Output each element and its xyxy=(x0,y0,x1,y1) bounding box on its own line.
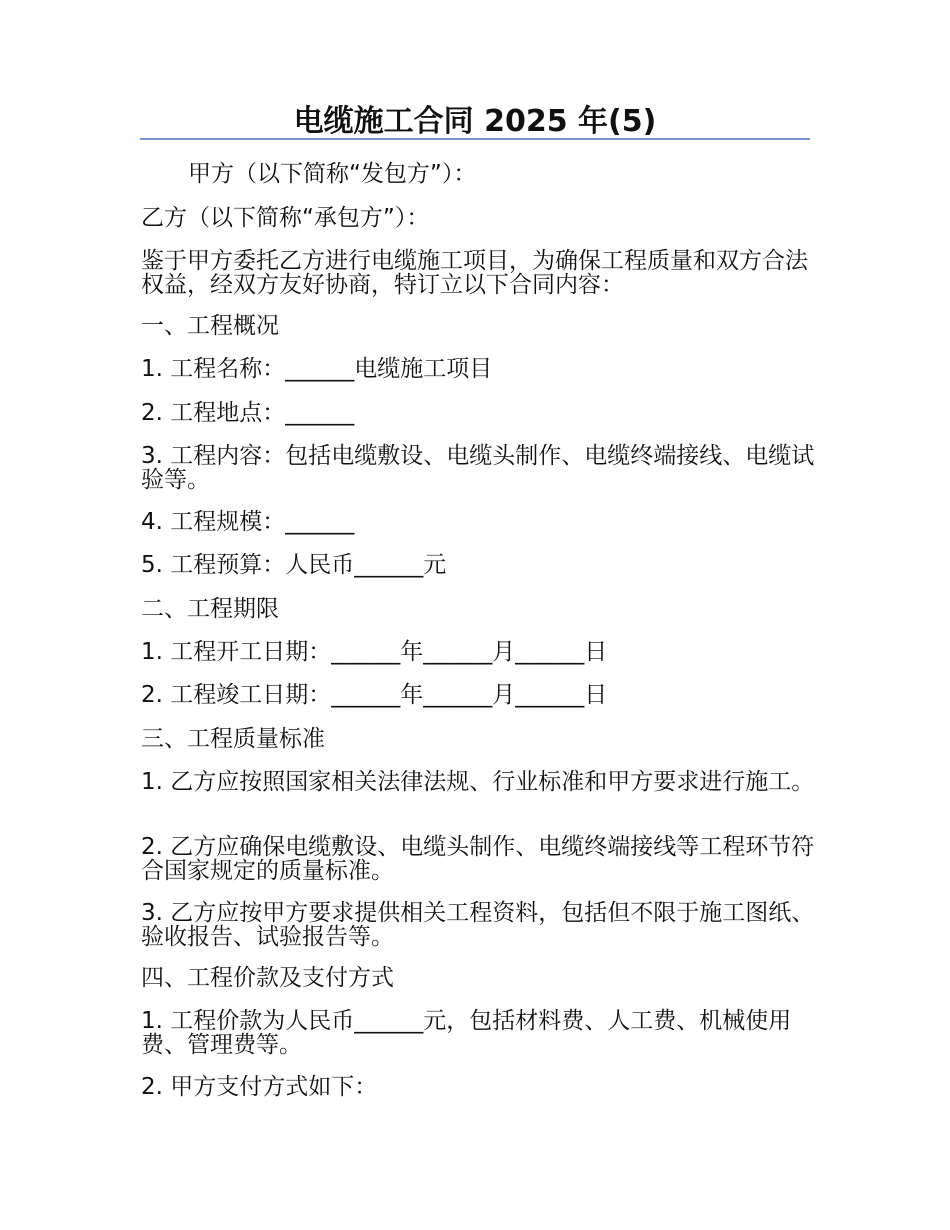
section-heading-schedule: 二、工程期限 xyxy=(141,596,279,622)
party-a-line: 甲方（以下简称“发包方”）： xyxy=(188,161,477,187)
document-title: 电缆施工合同 2025 年(5) xyxy=(293,104,657,139)
title-underline xyxy=(140,138,810,140)
payment-item-2: 2. 甲方支付方式如下： xyxy=(141,1074,378,1100)
schedule-item-start: 1. 工程开工日期：______年______月______日 xyxy=(141,639,608,665)
section-heading-payment: 四、工程价款及支付方式 xyxy=(141,965,394,991)
overview-item-name: 1. 工程名称：______电缆施工项目 xyxy=(141,356,493,382)
schedule-item-completion: 2. 工程竣工日期：______年______月______日 xyxy=(141,682,608,708)
overview-item-budget: 5. 工程预算：人民币______元 xyxy=(141,552,447,578)
quality-item-2: 2. 乙方应确保电缆敷设、电缆头制作、电缆终端接线等工程环节符合国家规定的质量标准。 xyxy=(141,834,815,884)
overview-item-scale: 4. 工程规模：______ xyxy=(141,509,355,535)
overview-item-content: 3. 工程内容：包括电缆敷设、电缆头制作、电缆终端接线、电缆试验等。 xyxy=(141,443,815,493)
payment-item-1: 1. 工程价款为人民币______元，包括材料费、人工费、机械使用费、管理费等。 xyxy=(141,1008,792,1058)
quality-item-3: 3. 乙方应按甲方要求提供相关工程资料，包括但不限于施工图纸、验收报告、试验报告等。 xyxy=(141,900,815,950)
section-heading-overview: 一、工程概况 xyxy=(141,313,279,339)
party-b-line: 乙方（以下简称“承包方”）： xyxy=(141,205,430,231)
overview-item-location: 2. 工程地点：______ xyxy=(141,400,355,426)
quality-item-1: 1. 乙方应按照国家相关法律法规、行业标准和甲方要求进行施工。 xyxy=(141,769,815,795)
section-heading-quality: 三、工程质量标准 xyxy=(141,726,325,752)
intro-paragraph: 鉴于甲方委托乙方进行电缆施工项目，为确保工程质量和双方合法权益，经双方友好协商，特订立以下合同内容： xyxy=(141,248,808,298)
